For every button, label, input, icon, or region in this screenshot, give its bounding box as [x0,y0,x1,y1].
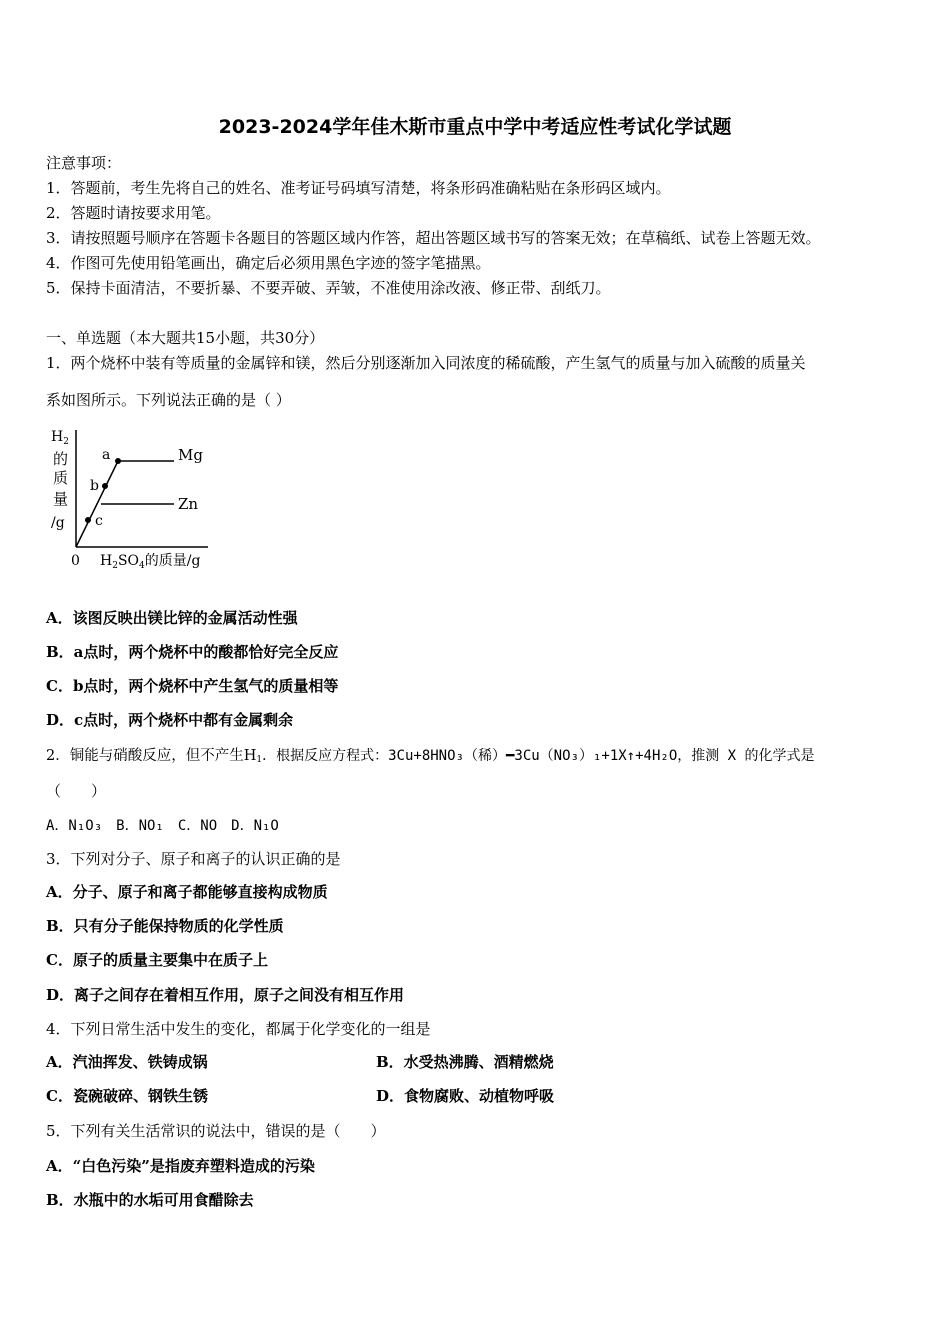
notice-item-4: 4．作图可先使用铅笔画出，确定后必须用黑色字迹的签字笔描黑。 [46,254,491,272]
point-c-dot [85,517,91,523]
q1-option-a: A．该图反映出镁比锌的金属活动性强 [46,609,298,627]
q2-options: A．N₁O₃ B．NO₁ C．NO D．N₁O [46,818,279,834]
q3-option-a: A．分子、原子和离子都能够直接构成物质 [46,883,328,901]
notice-item-2: 2．答题时请按要求用笔。 [46,204,221,222]
q3-option-d: D．离子之间存在着相互作用，原子之间没有相互作用 [46,986,405,1004]
notice-item-1: 1．答题前，考生先将自己的姓名、准考证号码填写清楚，将条形码准确粘贴在条形码区域内。 [46,179,671,197]
point-a-dot [115,458,121,464]
q4-option-d: D．食物腐败、动植物呼吸 [376,1087,555,1105]
notice-heading: 注意事项： [46,154,122,172]
y-axis-label-liang: 量 [53,490,69,508]
q2-stem-line1: 2．铜能与硝酸反应，但不产生$H_1$．根据反应方程式：3Cu+8HNO₃（稀）━3Cu（NO₃）₁+1X↑+4H₂O，推测 X 的化学式是 [46,748,815,765]
section-heading: 一、单选题（本大题共15小题，共30分） [46,329,325,347]
point-b-dot [102,483,108,489]
origin-label: 0 [71,553,80,569]
q4-option-a: A．汽油挥发、铁铸成锅 [46,1053,208,1071]
q5-option-b: B．水瓶中的水垢可用食醋除去 [46,1191,254,1209]
q1-stem-line1: 1．两个烧杯中装有等质量的金属锌和镁，然后分别逐渐加入同浓度的稀硫酸，产生氢气的质量与加入硫酸的质量关 [46,354,806,372]
y-axis-label-de: 的 [53,450,69,468]
q1-stem-line2: 系如图所示。下列说法正确的是（ ） [46,391,291,409]
q1-option-d: D．c点时，两个烧杯中都有金属剩余 [46,711,294,729]
q4-option-c: C．瓷碗破碎、钢铁生锈 [46,1087,208,1105]
q1-figure [44,424,224,574]
q1-option-b: B．a点时，两个烧杯中的酸都恰好完全反应 [46,643,339,661]
label-zn: Zn [178,495,199,513]
label-mg: Mg [178,446,203,464]
q5-option-a: A．“白色污染”是指废弃塑料造成的污染 [46,1157,315,1175]
q5-stem: 5．下列有关生活常识的说法中，错误的是（ ） [46,1122,386,1140]
q2-stem-line2: （ ） [46,782,107,800]
notice-item-3: 3．请按照题号顺序在答题卡各题目的答题区域内作答，超出答题区域书写的答案无效；在草稿纸、试卷上答题无效。 [46,229,821,247]
y-axis-label-h2: $H_2$ [51,429,69,447]
q3-stem: 3．下列对分子、原子和离子的认识正确的是 [46,850,341,868]
page-title: 2023-2024学年佳木斯市重点中学中考适应性考试化学试题 [218,116,732,138]
q4-stem: 4．下列日常生活中发生的变化，都属于化学变化的一组是 [46,1020,431,1038]
x-axis-label: $H_2SO_4$的质量/g [100,553,201,571]
q3-option-b: B．只有分子能保持物质的化学性质 [46,917,284,935]
notice-item-5: 5．保持卡面清洁，不要折暴、不要弄破、弄皱，不准使用涂改液、修正带、刮纸刀。 [46,279,611,297]
y-axis-label-zhi: 质 [53,469,69,487]
point-b-label: b [90,478,99,494]
q4-option-b: B．水受热沸腾、酒精燃烧 [376,1053,554,1071]
y-axis-label-unit: /g [51,515,65,531]
q3-option-c: C．原子的质量主要集中在质子上 [46,951,268,969]
point-a-label: a [102,447,111,463]
q1-option-c: C．b点时，两个烧杯中产生氢气的质量相等 [46,677,339,695]
point-c-label: c [95,513,103,529]
